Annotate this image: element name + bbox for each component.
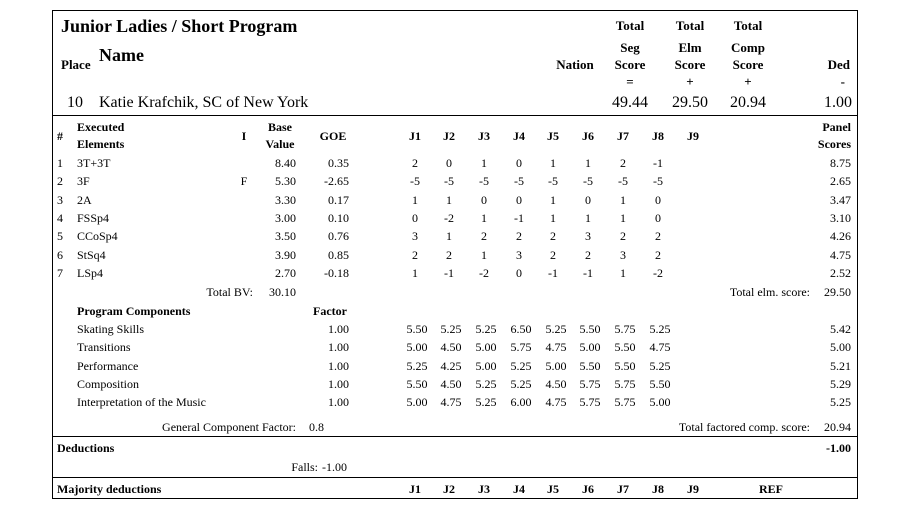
element-judge-score: -5 <box>514 174 524 188</box>
element-name: 3F <box>77 174 90 188</box>
component-judge-score: 5.00 <box>406 340 428 354</box>
divider-deductions <box>53 436 857 437</box>
seg-score-label: Score <box>614 57 646 72</box>
element-judge-score: 2 <box>585 248 591 262</box>
component-judge-score: 6.50 <box>510 322 532 336</box>
component-name: Skating Skills <box>77 322 145 336</box>
element-goe: 0.17 <box>328 193 349 207</box>
element-judge-score: -1 <box>514 211 524 225</box>
element-base-value: 8.40 <box>275 156 296 170</box>
element-judge-score: -2 <box>444 211 454 225</box>
component-judge-score: 5.00 <box>475 340 497 354</box>
element-goe: 0.85 <box>328 248 349 262</box>
element-judge-score: 0 <box>481 193 487 207</box>
element-judge-score: -1 <box>548 266 558 280</box>
judge-col-j5: J5 <box>547 129 559 143</box>
component-judge-score: 5.75 <box>614 395 636 409</box>
skater-name: Katie Krafchik, SC of New York <box>99 94 309 111</box>
total-comp-value: 20.94 <box>824 420 851 434</box>
comp-operator: + <box>744 74 752 89</box>
component-judge-score: 5.00 <box>545 359 567 373</box>
component-panel-score: 5.21 <box>830 359 851 373</box>
falls-label: Falls: <box>291 460 318 474</box>
component-judge-score: 4.75 <box>649 340 671 354</box>
majority-judge-j7: J7 <box>617 482 629 496</box>
total-bv-label: Total BV: <box>206 285 253 299</box>
component-factor: 1.00 <box>328 377 349 391</box>
component-factor: 1.00 <box>328 359 349 373</box>
element-name: 2A <box>77 193 92 207</box>
judge-col-j8: J8 <box>652 129 664 143</box>
component-judge-score: 5.50 <box>579 322 601 336</box>
element-judge-score: 0 <box>516 193 522 207</box>
element-base-value: 3.30 <box>275 193 296 207</box>
col-base: Base <box>268 120 292 134</box>
element-judge-score: -1 <box>583 266 593 280</box>
majority-judge-j3: J3 <box>478 482 490 496</box>
seg-score-value: 49.44 <box>612 94 648 111</box>
name-label: Name <box>99 45 144 65</box>
element-judge-score: 0 <box>516 266 522 280</box>
ded-label: Ded <box>827 57 850 72</box>
element-judge-score: 2 <box>481 229 487 243</box>
comp-total-label: Total <box>733 18 763 33</box>
col-goe: GOE <box>319 129 347 143</box>
component-judge-score: 4.75 <box>440 395 462 409</box>
element-goe: 0.76 <box>328 229 349 243</box>
component-judge-score: 5.75 <box>614 322 636 336</box>
col-executed: Executed <box>77 120 125 134</box>
component-judge-score: 4.75 <box>545 340 567 354</box>
element-judge-score: 2 <box>620 229 626 243</box>
deductions-label: Deductions <box>57 441 115 455</box>
component-judge-score: 5.00 <box>649 395 671 409</box>
element-judge-score: 1 <box>481 211 487 225</box>
element-panel-score: 3.10 <box>830 211 851 225</box>
component-judge-score: 4.75 <box>545 395 567 409</box>
element-name: 3T+3T <box>77 156 111 170</box>
element-judge-score: 1 <box>620 211 626 225</box>
element-judge-score: -5 <box>479 174 489 188</box>
element-judge-score: -1 <box>653 156 663 170</box>
element-judge-score: 1 <box>412 193 418 207</box>
component-panel-score: 5.00 <box>830 340 851 354</box>
element-judge-score: 0 <box>446 156 452 170</box>
judge-col-j3: J3 <box>478 129 490 143</box>
element-judge-score: 2 <box>550 248 556 262</box>
element-judge-score: 3 <box>585 229 591 243</box>
divider-header <box>53 115 857 116</box>
element-judge-score: 1 <box>412 266 418 280</box>
element-base-value: 3.00 <box>275 211 296 225</box>
seg-label: Seg <box>620 40 640 55</box>
component-judge-score: 5.25 <box>510 359 532 373</box>
element-num: 4 <box>57 211 63 225</box>
elm-total-label: Total <box>675 18 705 33</box>
element-judge-score: 1 <box>481 248 487 262</box>
element-goe: 0.10 <box>328 211 349 225</box>
component-judge-score: 4.50 <box>440 377 462 391</box>
element-judge-score: -5 <box>548 174 558 188</box>
component-name: Performance <box>77 359 139 373</box>
component-judge-score: 6.00 <box>510 395 532 409</box>
majority-judge-j1: J1 <box>409 482 421 496</box>
component-judge-score: 5.50 <box>406 322 428 336</box>
element-judge-score: 1 <box>620 266 626 280</box>
judge-col-j1: J1 <box>409 129 421 143</box>
element-name: StSq4 <box>77 248 106 262</box>
element-panel-score: 2.65 <box>830 174 851 188</box>
element-judge-score: 3 <box>620 248 626 262</box>
component-judge-score: 4.50 <box>545 377 567 391</box>
component-judge-score: 5.00 <box>475 359 497 373</box>
judge-col-j7: J7 <box>617 129 629 143</box>
total-bv-value: 30.10 <box>269 285 296 299</box>
component-factor: 1.00 <box>328 322 349 336</box>
element-judge-score: 0 <box>585 193 591 207</box>
component-judge-score: 5.75 <box>614 377 636 391</box>
score-sheet <box>52 10 858 499</box>
comp-score-label: Score <box>732 57 764 72</box>
seg-total-label: Total <box>615 18 645 33</box>
element-judge-score: -5 <box>653 174 663 188</box>
majority-judge-j2: J2 <box>443 482 455 496</box>
element-panel-score: 2.52 <box>830 266 851 280</box>
majority-ref: REF <box>759 482 783 496</box>
component-judge-score: 5.00 <box>579 340 601 354</box>
element-judge-score: 3 <box>516 248 522 262</box>
element-num: 2 <box>57 174 63 188</box>
elm-score-label: Score <box>674 57 706 72</box>
element-base-value: 2.70 <box>275 266 296 280</box>
component-judge-score: 5.50 <box>649 377 671 391</box>
deductions-total: -1.00 <box>826 441 851 455</box>
component-judge-score: 5.75 <box>510 340 532 354</box>
judge-col-j6: J6 <box>582 129 594 143</box>
element-name: FSSp4 <box>77 211 110 225</box>
seg-operator: = <box>626 74 634 89</box>
element-judge-score: 0 <box>412 211 418 225</box>
elm-operator: + <box>686 74 694 89</box>
component-judge-score: 5.25 <box>475 395 497 409</box>
element-goe: -2.65 <box>324 174 349 188</box>
component-judge-score: 5.25 <box>510 377 532 391</box>
comp-score-value: 20.94 <box>730 94 766 111</box>
element-judge-score: 1 <box>550 193 556 207</box>
total-comp-label: Total factored comp. score: <box>678 420 810 434</box>
element-judge-score: -5 <box>618 174 628 188</box>
nation-label: Nation <box>556 57 594 72</box>
element-judge-score: 1 <box>550 211 556 225</box>
components-title: Program Components <box>77 304 191 318</box>
element-judge-score: 1 <box>620 193 626 207</box>
element-base-value: 3.50 <box>275 229 296 243</box>
components-factor-label: Factor <box>313 304 347 318</box>
judge-col-j4: J4 <box>513 129 525 143</box>
component-judge-score: 5.00 <box>406 395 428 409</box>
component-judge-score: 5.25 <box>649 322 671 336</box>
col-elements: Elements <box>77 137 125 151</box>
majority-judge-j6: J6 <box>582 482 594 496</box>
element-judge-score: 0 <box>516 156 522 170</box>
element-judge-score: 1 <box>585 156 591 170</box>
element-judge-score: 2 <box>655 248 661 262</box>
majority-judge-j8: J8 <box>652 482 664 496</box>
element-judge-score: 1 <box>481 156 487 170</box>
component-factor: 1.00 <box>328 395 349 409</box>
element-num: 6 <box>57 248 63 262</box>
element-num: 5 <box>57 229 63 243</box>
col-info: I <box>241 129 247 143</box>
element-judge-score: 2 <box>412 156 418 170</box>
comp-label: Comp <box>731 40 765 55</box>
gcf-value: 0.8 <box>309 420 324 434</box>
component-judge-score: 5.25 <box>649 359 671 373</box>
elm-label: Elm <box>678 40 702 55</box>
component-judge-score: 5.75 <box>579 377 601 391</box>
component-panel-score: 5.29 <box>830 377 851 391</box>
element-panel-score: 3.47 <box>830 193 851 207</box>
component-panel-score: 5.42 <box>830 322 851 336</box>
element-num: 7 <box>57 266 63 280</box>
element-judge-score: 1 <box>585 211 591 225</box>
element-panel-score: 4.75 <box>830 248 851 262</box>
col-scores: Scores <box>817 137 851 151</box>
element-judge-score: -5 <box>410 174 420 188</box>
total-elm-label: Total elm. score: <box>729 285 810 299</box>
skater-place: 10 <box>67 94 83 111</box>
element-judge-score: 2 <box>412 248 418 262</box>
component-judge-score: 4.50 <box>440 340 462 354</box>
majority-label: Majority deductions <box>57 482 162 496</box>
col-panel: Panel <box>822 120 851 134</box>
component-panel-score: 5.25 <box>830 395 851 409</box>
element-num: 1 <box>57 156 63 170</box>
element-judge-score: -5 <box>444 174 454 188</box>
component-judge-score: 5.50 <box>614 340 636 354</box>
element-judge-score: 2 <box>516 229 522 243</box>
component-judge-score: 5.75 <box>579 395 601 409</box>
element-judge-score: -2 <box>479 266 489 280</box>
component-factor: 1.00 <box>328 340 349 354</box>
majority-judge-j4: J4 <box>513 482 525 496</box>
component-judge-score: 5.25 <box>475 322 497 336</box>
element-info: F <box>240 174 248 188</box>
divider-majority <box>53 477 857 478</box>
judge-col-j9: J9 <box>687 129 699 143</box>
place-label: Place <box>61 57 91 72</box>
element-judge-score: 2 <box>620 156 626 170</box>
element-goe: 0.35 <box>328 156 349 170</box>
component-judge-score: 5.25 <box>406 359 428 373</box>
component-judge-score: 4.25 <box>440 359 462 373</box>
element-judge-score: -5 <box>583 174 593 188</box>
component-name: Interpretation of the Music <box>77 395 206 409</box>
ded-operator: - <box>840 74 845 89</box>
element-judge-score: 1 <box>550 156 556 170</box>
total-elm-value: 29.50 <box>824 285 851 299</box>
element-judge-score: 1 <box>446 193 452 207</box>
element-base-value: 3.90 <box>275 248 296 262</box>
element-goe: -0.18 <box>324 266 349 280</box>
component-judge-score: 5.25 <box>545 322 567 336</box>
elm-score-value: 29.50 <box>672 94 708 111</box>
element-panel-score: 8.75 <box>830 156 851 170</box>
component-judge-score: 5.25 <box>475 377 497 391</box>
element-judge-score: 2 <box>446 248 452 262</box>
col-value: Value <box>265 137 295 151</box>
element-judge-score: 2 <box>550 229 556 243</box>
element-judge-score: 2 <box>655 229 661 243</box>
col-num: # <box>57 129 63 143</box>
component-name: Transitions <box>77 340 131 354</box>
element-base-value: 5.30 <box>275 174 296 188</box>
element-judge-score: -1 <box>444 266 454 280</box>
component-judge-score: 5.50 <box>579 359 601 373</box>
component-judge-score: 5.50 <box>614 359 636 373</box>
component-judge-score: 5.50 <box>406 377 428 391</box>
event-title: Junior Ladies / Short Program <box>61 16 298 36</box>
element-judge-score: 0 <box>655 193 661 207</box>
gcf-label: General Component Factor: <box>162 420 296 434</box>
majority-judge-j5: J5 <box>547 482 559 496</box>
component-judge-score: 5.25 <box>440 322 462 336</box>
element-judge-score: 0 <box>655 211 661 225</box>
element-judge-score: 3 <box>412 229 418 243</box>
element-name: CCoSp4 <box>77 229 118 243</box>
element-judge-score: -2 <box>653 266 663 280</box>
falls-value: -1.00 <box>322 460 347 474</box>
element-num: 3 <box>57 193 63 207</box>
deductions-value: 1.00 <box>824 94 852 111</box>
element-panel-score: 4.26 <box>830 229 851 243</box>
component-name: Composition <box>77 377 140 391</box>
majority-judge-j9: J9 <box>687 482 699 496</box>
element-name: LSp4 <box>77 266 104 280</box>
element-judge-score: 1 <box>446 229 452 243</box>
judge-col-j2: J2 <box>443 129 455 143</box>
